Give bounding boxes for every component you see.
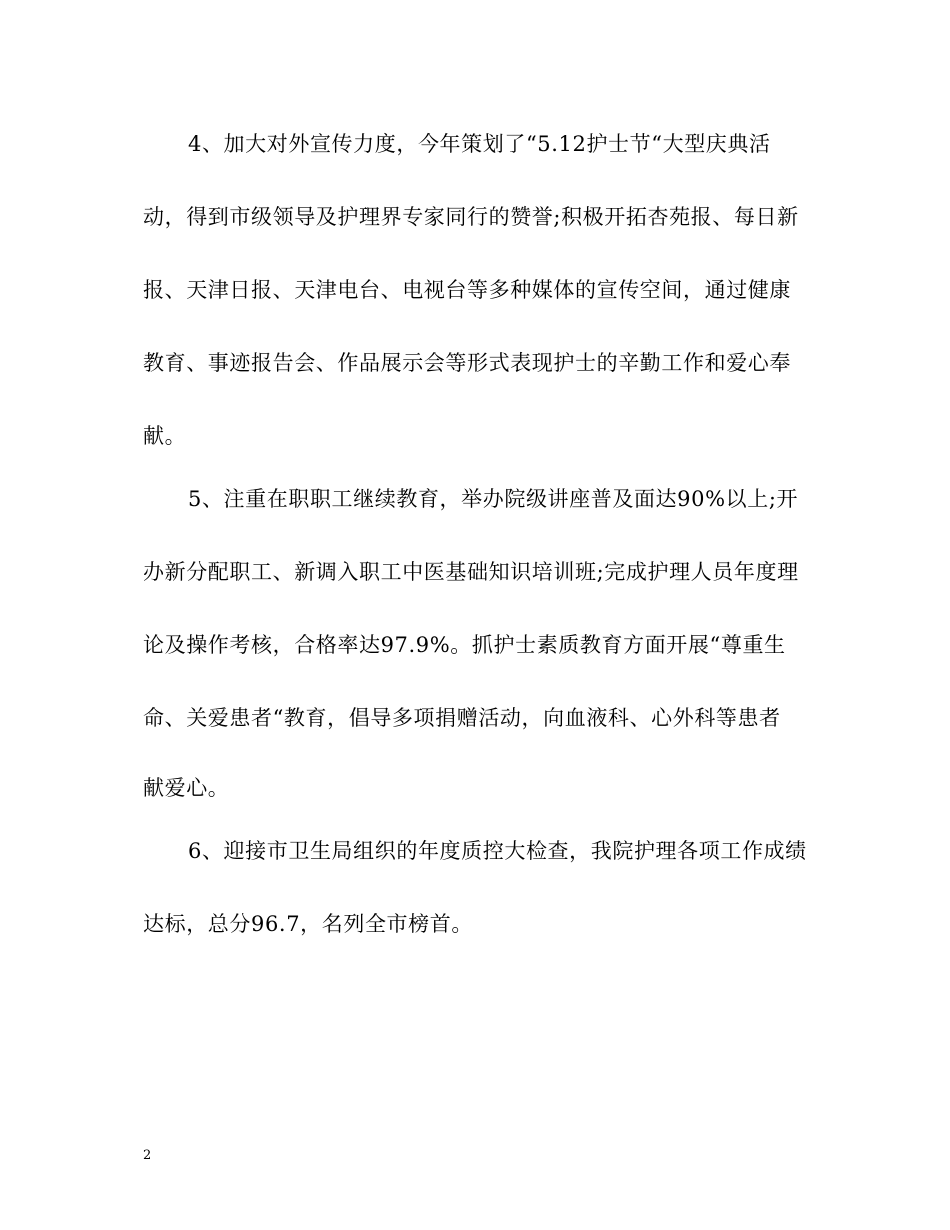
paragraph-4-line-5: 献。	[143, 424, 187, 448]
paragraph-4-line-2: 动，得到市级领导及护理界专家同行的赞誉;积极开拓杏苑报、每日新	[143, 205, 799, 229]
paragraph-6-line-2: 达标，总分96.7，名列全市榜首。	[143, 912, 473, 936]
page-number: 2	[143, 1148, 152, 1163]
paragraph-5-line-2: 办新分配职工、新调入职工中医基础知识培训班;完成护理人员年度理	[143, 560, 799, 584]
paragraph-6-line-1: 6、迎接市卫生局组织的年度质控大检查，我院护理各项工作成绩	[188, 839, 807, 863]
paragraph-4-line-1: 4、加大对外宣传力度，今年策划了“5.12护士节“大型庆典活	[188, 132, 771, 156]
paragraph-4-line-3: 报、天津日报、天津电台、电视台等多种媒体的宣传空间，通过健康	[143, 278, 791, 302]
paragraph-5-line-3: 论及操作考核，合格率达97.9%。抓护士素质教育方面开展“尊重生	[143, 633, 786, 657]
paragraph-4-line-4: 教育、事迹报告会、作品展示会等形式表现护士的辛勤工作和爱心奉	[143, 351, 791, 375]
paragraph-5-line-5: 献爱心。	[143, 776, 230, 800]
paragraph-5-line-1: 5、注重在职职工继续教育，举办院级讲座普及面达90%以上;开	[188, 487, 799, 511]
paragraph-5-line-4: 命、关爱患者“教育，倡导多项捐赠活动，向血液科、心外科等患者	[143, 706, 781, 730]
